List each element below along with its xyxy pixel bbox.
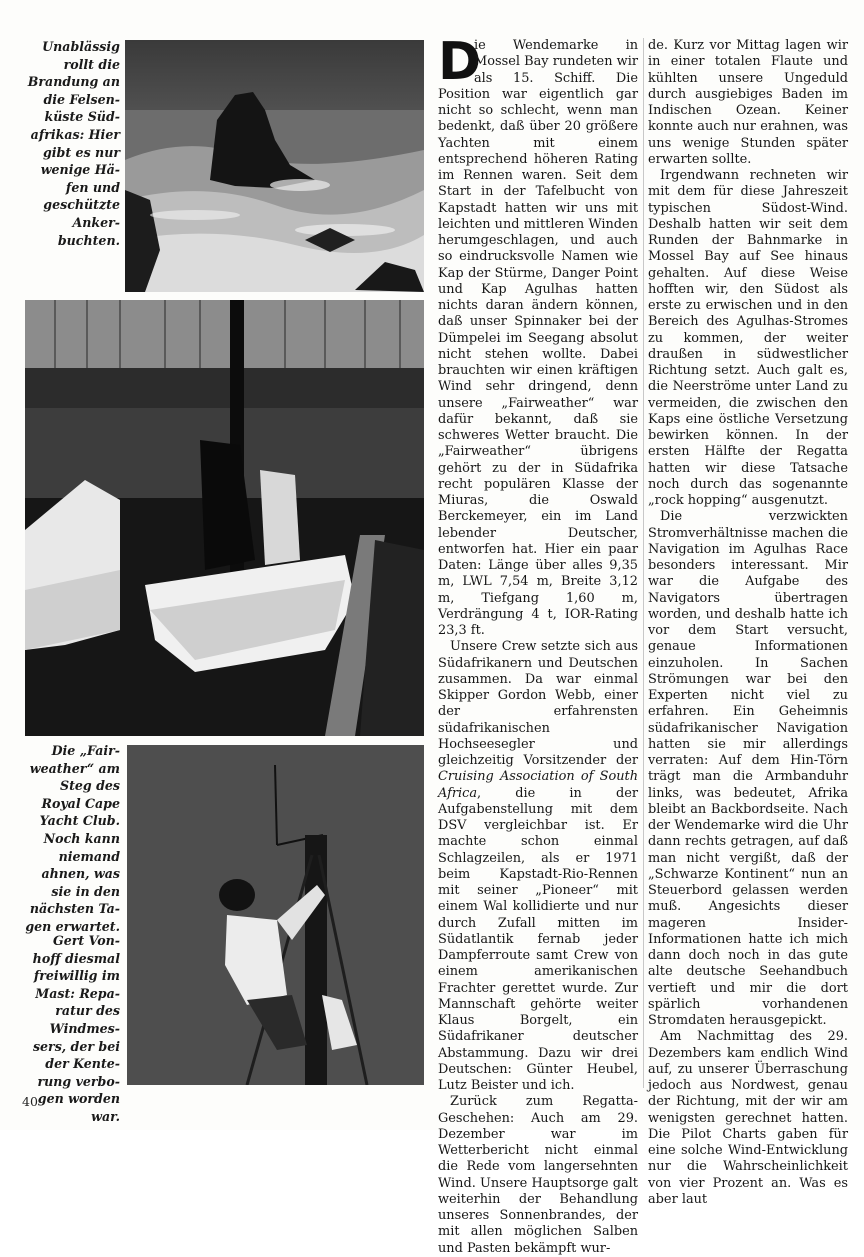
page-number: 40 (22, 1094, 38, 1109)
column-divider (643, 38, 644, 1088)
caption-surf: Unablässig rollt die Brandung an die Felsen- küste Süd- afrikas: Hier gibt es nur wenige Hä- fen und geschützte Anker- buchten. (27, 39, 120, 248)
article-italic-text: Cruising Association of South Africa (438, 769, 638, 801)
article-paragraph: de. Kurz vor Mittag lagen wir in einer totalen Flaute und kühlten unsere Ungeduld durch ausgiebiges Baden im Indischen Ozean. Keiner konnte auch nur erahnen, was uns wenige Stunden später erwarten sollte. (648, 38, 848, 167)
article-paragraph: Zurück zum Regatta-Geschehen: Auch am 29. Dezember war im Wetterbericht nicht einmal die Rede vom langersehnten Wind. Unsere Hauptsorge galt weiterhin der Behandlung unseres Sonnenbrandes, der mit allen möglichen Salben und Pasten bekämpft wur- (438, 1094, 638, 1256)
photo-surf-rocks (125, 40, 424, 292)
article-paragraph: Irgendwann rechneten wir mit dem für diese Jahreszeit typischen Südost-Wind. Deshalb hatten wir seit dem Runden der Bahnmarke in Mossel Bay auf See hinaus gehalten. Auf diese Weise hofften wir, den Südost als erste zu erwischen und in den Bereich des Agulhas-Stromes zu kommen, der weiter draußen in südwestlicher Richtung setzt. Auch galt es, die Neerströme unter Land zu vermeiden, die zwischen den Kaps eine östliche Versetzung bewirken können. In der ersten Hälfte der Regatta hatten wir diese Tatsache noch durch das sogenannte „rock hopping“ ausgenutzt. (648, 168, 848, 508)
photo-mast-repair (127, 745, 424, 1085)
article-paragraph: Am Nachmittag des 29. Dezembers kam endlich Wind auf, zu unserer Überraschung jedoch aus Nordwest, genau der Richtung, mit der wir am wenigsten gerechnet hatten. Die Pilot Charts gaben für eine solche Wind-Entwicklung nur die Wahrscheinlichkeit von vier Prozent an. Was es aber laut (648, 1029, 848, 1207)
article-text: Unsere Crew setzte sich aus Südafrikanern und Deutschen zusammen. Da war einmal Skipper Gordon Webb, einer der erfahrensten südafrikanischen Hochseesegler und gleichzeitig Vorsitzender der (438, 639, 638, 768)
article-text: , die in der Aufgabenstellung mit dem DSV vergleichbar ist. Er machte schon einmal Schlagzeilen, als er 1971 beim Kapstadt-Rio-Rennen mit seiner „Pioneer“ mit einem Wal kollidierte und nur durch Zufall mitten im Südatlantik fernab jeder Dampferroute samt Crew von einem amerikanischen Frachter gerettet wurde. Zur Mannschaft gehörte weiter Klaus Borgelt, ein Südafrikaner deutscher Abstammung. Dazu wir drei Deutschen: Günter Heubel, Lutz Beister und ich. (438, 785, 638, 1093)
photo-fairweather-jetty (25, 300, 424, 736)
fairweather-jetty-image (25, 300, 424, 736)
caption-boat: Die „Fair- weather“ am Steg des Royal Cape Yacht Club. Noch kann niemand ahnen, was sie in den nächsten Ta- gen erwartet. (25, 743, 120, 934)
article-column-2 (648, 38, 848, 1208)
article-text: ie Wendemarke in Mossel Bay rundeten wir als 15. Schiff. Die Position war eigentlich gar nicht so schlecht, wenn man bedenkt, daß über 20 größere Yachten mit einem entsprechend höheren Rating im Rennen waren. Seit dem Start in der Tafelbucht von Kapstadt hatten wir uns mit leichten und mittleren Winden herumgeschlagen, und auch so eindrucksvolle Namen wie Kap der Stürme, Danger Point und Kap Agulhas hatten nichts daran ändern können, daß unser Spinnaker bei der Dümpelei im Seegang absolut nicht stehen wollte. Dabei brauchten wir einen kräftigen Wind sehr dringend, denn unsere „Fairweather“ war dafür bekannt, daß sie schweres Wetter braucht. Die „Fairweather“ übrigens gehört zu der in Südafrika recht populären Klasse der Miuras, die Oswald Berckemeyer, ein im Land lebender Deutscher, entworfen hat. Hier ein paar Daten: Länge über alles 9,35 m, LWL 7,54 m, Breite 3,12 m, Tiefgang 1,60 m, Verdrängung 4 t, IOR-Rating 23,3 ft. (438, 38, 638, 638)
caption-mast: Gert Von- hoff diesmal freiwillig im Mast: Repa- ratur des Windmes- sers, der bei der Kente- rung verbo- gen worden war. (32, 933, 120, 1124)
article-paragraph: Die verzwickten Stromverhältnisse machen die Navigation im Agulhas Race besonders interessant. Mir war die Aufgabe des Navigators übertragen worden, und deshalb hatte ich vor dem Start versucht, genaue Informationen einzuholen. In Sachen Strömungen war bei den Experten nicht viel zu erfahren. Ein Geheimnis südafrikanischer Navigation hatten sie mir allerdings verraten: Auf dem Hin-Törn trägt man die Armbanduhr links, was bedeutet, Afrika bleibt an Backbordseite. Nach der Wendemarke wird die Uhr dann rechts getragen, auf daß man nicht vergißt, daß der „Schwarze Kontinent“ nun an Steuerbord gelassen werden muß. Angesichts dieser mageren Insider-Informationen hatte ich mich dann doch noch in das gute alte deutsche Seehandbuch vertieft und mir die dort spärlich vorhandenen Stromdaten herausgepickt. (648, 509, 848, 1028)
drop-cap: D (438, 32, 482, 92)
mast-repair-image (127, 745, 424, 1085)
surf-rocks-image (125, 40, 424, 292)
article-paragraph (438, 32, 638, 639)
article-column-1 (438, 32, 638, 1257)
article-paragraph (438, 639, 638, 1094)
